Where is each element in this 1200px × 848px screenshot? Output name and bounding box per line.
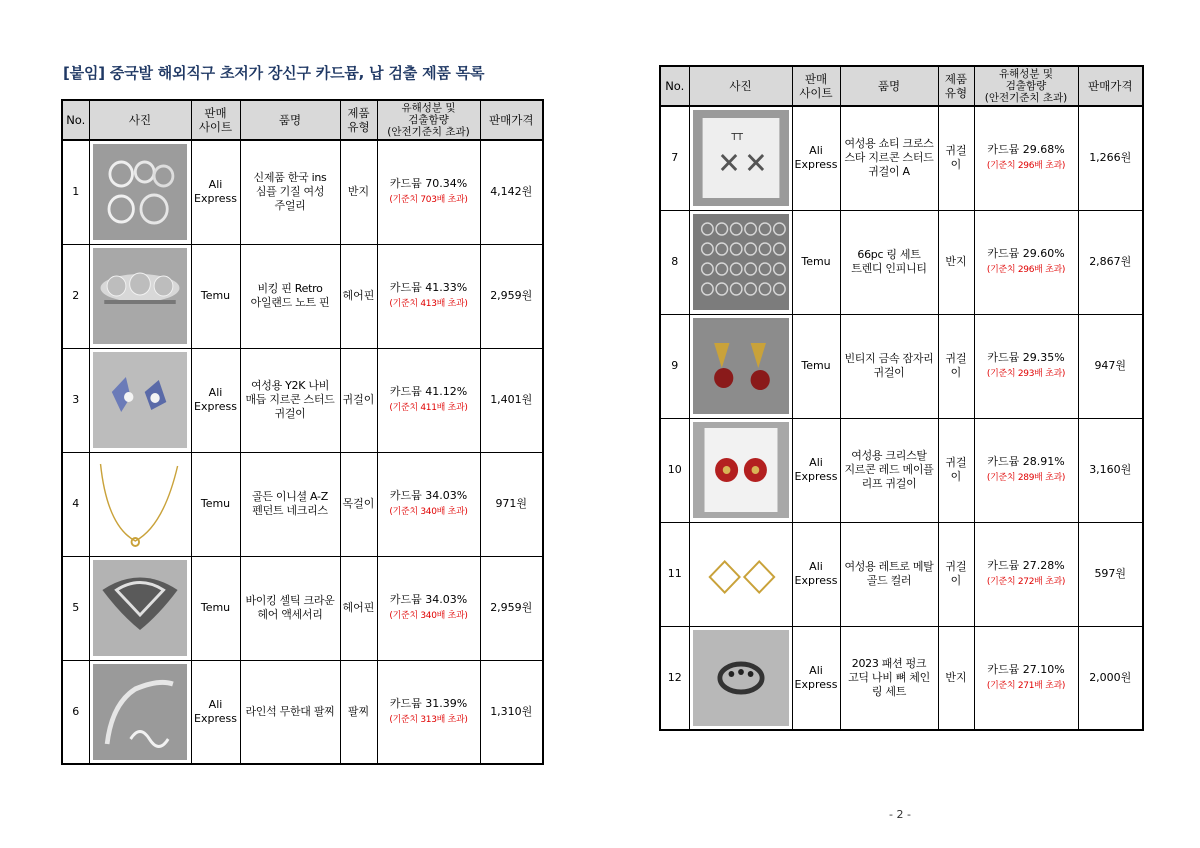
product-photo-cell [689, 210, 792, 314]
product-name: 66pc 링 세트 트렌디 인피니티 [840, 210, 938, 314]
product-name: 여성용 Y2K 나비 매듭 지르콘 스터드 귀걸이 [240, 348, 340, 452]
table-row [62, 348, 543, 452]
exceed-note: (기준치 703배 초과) [389, 195, 468, 206]
price: 1,401원 [480, 348, 543, 452]
price: 2,867원 [1078, 210, 1143, 314]
product-type: 귀걸이 [938, 314, 974, 418]
product-photo [693, 422, 789, 518]
product-type: 헤어핀 [340, 556, 377, 660]
product-type: 팔찌 [340, 660, 377, 764]
row-number: 3 [62, 348, 89, 452]
price: 597원 [1078, 522, 1143, 626]
table-row [660, 314, 1143, 418]
hazard-value: 카드뮴 70.34% [389, 177, 468, 191]
product-name: 신제품 한국 ins 심플 기질 여성 주얼리 [240, 140, 340, 244]
product-type: 귀걸이 [938, 418, 974, 522]
table-row [660, 106, 1143, 210]
product-type: 목걸이 [340, 452, 377, 556]
exceed-note: (기준치 271배 초과) [986, 680, 1066, 691]
seller-site: Ali Express [191, 348, 240, 452]
seller-site: Temu [191, 452, 240, 556]
exceed-note: (기준치 313배 초과) [389, 714, 468, 725]
price: 2,959원 [480, 556, 543, 660]
hazard-cell [974, 210, 1078, 314]
product-photo-cell [689, 626, 792, 730]
seller-site: Temu [191, 244, 240, 348]
page-number: - 2 - [889, 808, 911, 821]
product-type: 헤어핀 [340, 244, 377, 348]
product-name: 라인석 무한대 팔찌 [240, 660, 340, 764]
hazard-cell [974, 418, 1078, 522]
hazard-cell [377, 140, 480, 244]
table-row [62, 556, 543, 660]
product-photo [693, 318, 789, 414]
price: 1,266원 [1078, 106, 1143, 210]
hazard-value: 카드뮴 29.35% [987, 351, 1065, 364]
exceed-note: (기준치 413배 초과) [389, 299, 468, 309]
row-number: 8 [660, 210, 689, 314]
hazard-cell [377, 556, 480, 660]
hazard-value: 카드뮴 27.28% [987, 559, 1065, 572]
product-photo-cell [689, 418, 792, 522]
exceed-note: (기준치 296배 초과) [986, 161, 1066, 172]
hazard-value: 카드뮴 28.91% [987, 455, 1065, 468]
price: 3,160원 [1078, 418, 1143, 522]
product-photo-cell [689, 314, 792, 418]
header-photo: 사진 [689, 66, 792, 106]
header-type: 제품 유형 [340, 100, 377, 140]
seller-site: Ali Express [792, 626, 840, 730]
product-photo [93, 664, 187, 760]
product-type: 귀걸이 [340, 348, 377, 452]
header-no: No. [62, 100, 89, 140]
hazard-cell [377, 660, 480, 764]
hazard-cell [377, 452, 480, 556]
hazard-cell [974, 314, 1078, 418]
product-name: 골든 이니셜 A-Z 펜던트 네크리스 [240, 452, 340, 556]
product-photo-cell [89, 556, 191, 660]
product-type: 반지 [938, 626, 974, 730]
row-number: 2 [62, 244, 89, 348]
seller-site: Temu [792, 314, 840, 418]
table-row [62, 140, 543, 244]
page-title: [붙임] 중국발 해외직구 초저가 장신구 카드뮴, 납 검출 제품 목록 [63, 64, 485, 82]
product-photo [93, 352, 187, 448]
header-price: 판매가격 [480, 100, 543, 140]
row-number: 4 [62, 452, 89, 556]
product-name: 여성용 크리스탈 지르콘 레드 메이플 리프 귀걸이 [840, 418, 938, 522]
header-name: 품명 [240, 100, 340, 140]
product-photo [693, 630, 789, 726]
row-number: 9 [660, 314, 689, 418]
header-photo: 사진 [89, 100, 191, 140]
hazard-value: 카드뮴 29.60% [987, 247, 1065, 260]
header-price: 판매가격 [1078, 66, 1143, 106]
header-no: No. [660, 66, 689, 106]
header-site: 판매 사이트 [191, 100, 240, 140]
exceed-note: (기준치 411배 초과) [389, 403, 468, 413]
price: 2,000원 [1078, 626, 1143, 730]
seller-site: Ali Express [191, 660, 240, 764]
product-name: 빈티지 금속 잠자리 귀걸이 [840, 314, 938, 418]
hazard-cell [974, 522, 1078, 626]
row-number: 12 [660, 626, 689, 730]
seller-site: Ali Express [191, 140, 240, 244]
hazard-value: 카드뮴 29.68% [987, 143, 1065, 157]
product-photo-cell [689, 106, 792, 210]
table-row [660, 522, 1143, 626]
header-site: 판매 사이트 [792, 66, 840, 106]
seller-site: Temu [191, 556, 240, 660]
header-name: 품명 [840, 66, 938, 106]
table-row [660, 626, 1143, 730]
product-table-right [659, 65, 1144, 731]
hazard-value: 카드뮴 41.12% [389, 385, 468, 398]
product-photo [93, 560, 187, 656]
product-photo-cell [689, 522, 792, 626]
hazard-cell [377, 348, 480, 452]
row-number: 7 [660, 106, 689, 210]
row-number: 11 [660, 522, 689, 626]
product-type: 귀걸이 [938, 106, 974, 210]
hazard-cell [377, 244, 480, 348]
header-type: 제품 유형 [938, 66, 974, 106]
hazard-value: 카드뮴 27.10% [987, 662, 1065, 676]
product-name: 여성용 쇼티 크로스 스타 지르콘 스터드 귀걸이 A [840, 106, 938, 210]
hazard-cell [974, 106, 1078, 210]
exceed-note: (기준치 340배 초과) [389, 611, 468, 621]
price: 971원 [480, 452, 543, 556]
hazard-value: 카드뮴 41.33% [389, 281, 468, 294]
product-photo-cell [89, 348, 191, 452]
product-table-left [61, 99, 544, 765]
header-hazard: 유해성분 및 검출함량 (안전기준치 초과) [974, 66, 1078, 106]
hazard-cell [974, 626, 1078, 730]
table-row [660, 210, 1143, 314]
hazard-value: 카드뮴 31.39% [389, 696, 468, 710]
product-photo-cell [89, 244, 191, 348]
header-hazard: 유해성분 및 검출함량 (안전기준치 초과) [377, 100, 480, 140]
row-number: 6 [62, 660, 89, 764]
product-type: 귀걸이 [938, 522, 974, 626]
price: 1,310원 [480, 660, 543, 764]
product-photo [93, 456, 187, 552]
table-row [660, 418, 1143, 522]
product-name: 2023 패션 펑크 고딕 나비 뼈 체인 링 세트 [840, 626, 938, 730]
product-photo-cell [89, 660, 191, 764]
exceed-note: (기준치 272배 초과) [986, 577, 1066, 587]
product-photo [693, 526, 789, 622]
exceed-note: (기준치 293배 초과) [986, 369, 1066, 379]
exceed-note: (기준치 289배 초과) [986, 473, 1066, 483]
product-photo [693, 110, 789, 206]
exceed-note: (기준치 340배 초과) [389, 507, 468, 517]
row-number: 10 [660, 418, 689, 522]
seller-site: Ali Express [792, 418, 840, 522]
product-name: 비킹 핀 Retro 아일랜드 노트 핀 [240, 244, 340, 348]
product-photo [93, 248, 187, 344]
product-name: 여성용 레트로 메탈 골드 컬러 [840, 522, 938, 626]
table-row [62, 660, 543, 764]
hazard-value: 카드뮴 34.03% [389, 489, 468, 502]
product-photo-cell [89, 140, 191, 244]
hazard-value: 카드뮴 34.03% [389, 593, 468, 606]
table-row [62, 244, 543, 348]
price: 4,142원 [480, 140, 543, 244]
seller-site: Ali Express [792, 522, 840, 626]
product-name: 바이킹 셀틱 크라운 헤어 액세서리 [240, 556, 340, 660]
exceed-note: (기준치 296배 초과) [986, 265, 1066, 275]
price: 2,959원 [480, 244, 543, 348]
price: 947원 [1078, 314, 1143, 418]
row-number: 1 [62, 140, 89, 244]
product-photo-cell [89, 452, 191, 556]
table-row [62, 452, 543, 556]
product-photo [693, 214, 789, 310]
row-number: 5 [62, 556, 89, 660]
svg-text:TT: TT [730, 132, 743, 144]
seller-site: Ali Express [792, 106, 840, 210]
seller-site: Temu [792, 210, 840, 314]
product-type: 반지 [938, 210, 974, 314]
product-photo [93, 144, 187, 240]
product-type: 반지 [340, 140, 377, 244]
